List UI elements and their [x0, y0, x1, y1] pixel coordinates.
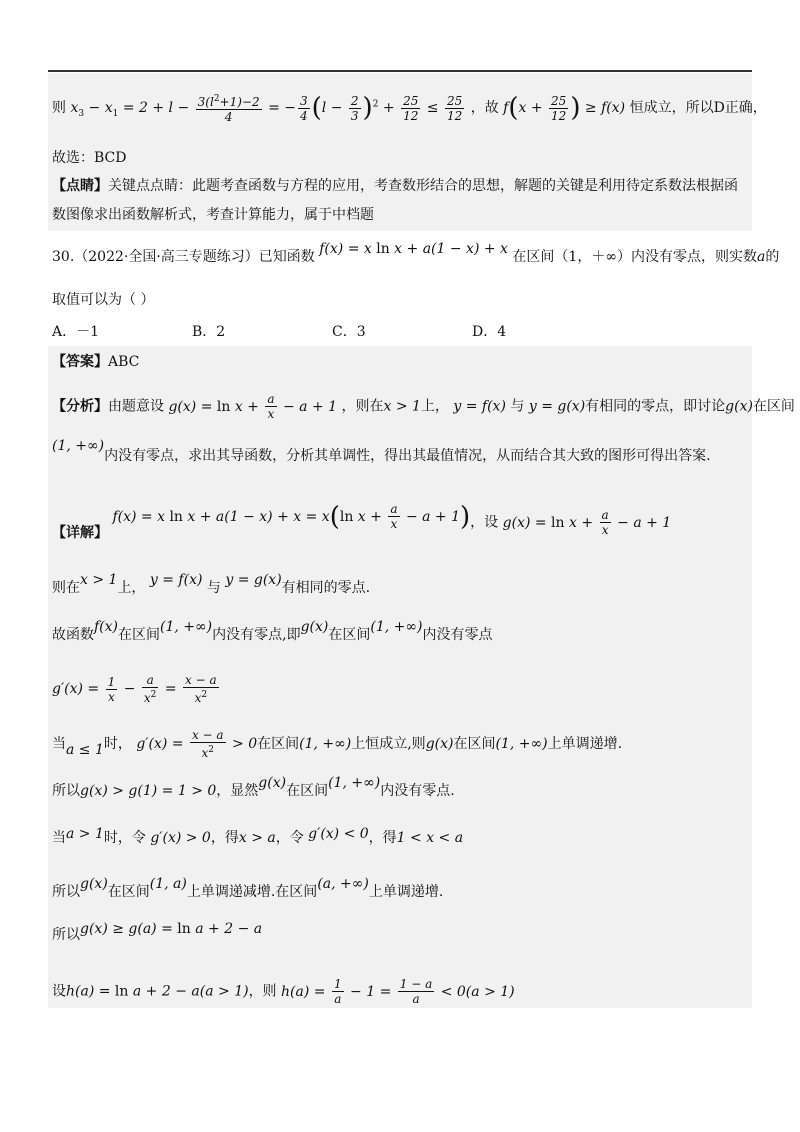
- detail-line-1: 【详解】 f(x) = x ln x + a(1 − x) + x = x(ln x + $\frac{a}{x}$ − a + 1)，设 g(x) = ln x + $\frac{a}{x}$ − a + 1: [52, 501, 672, 541]
- detail-line-6: 所以g(x) > g(1) = 1 > 0，显然g(x)在区间(1, +∞)内没有零点.: [52, 775, 455, 799]
- prev-review-line-1: 【点睛】关键点点睛：此题考查函数与方程的应用，考查数形结合的思想，解题的关键是利用待定系数法根据函: [52, 178, 738, 194]
- detail-line-8: 所以g(x)在区间(1, a)上单调递减增.在区间(a, +∞)上单调递增.: [52, 876, 444, 900]
- question-30-stem: 30.（2022·全国·高三专题练习）已知函数 f(x) = x ln x + a(1 − x) + x 在区间（1，＋∞）内没有零点，则实数a的: [52, 241, 780, 265]
- detail-line-4: g′(x) = $\frac{1}{x}$ − $\frac{a}{x^2}$ = $\frac{x - a}{x^2}$: [52, 673, 217, 705]
- detail-line-10: 设h(a) = ln a + 2 − a(a > 1)，则 h(a) = $\frac{1}{a}$ − 1 = $\frac{1 - a}{a}$ < 0(a > 1): [52, 977, 515, 1006]
- prev-line-1: 则 $x_3 - x_1 = 2 + l$ − $\frac{3(l^2+1)-2}{4}$ = − $\frac{3}{4}$ (l − $\frac{2}{3}$ )$^2$ + $\frac{25}{12}$ ≤ $\frac{25}{12}$ ，故 f(x + $\frac{25}{12}$ ) ≥ f(x) 恒成立，所以D正确，: [52, 93, 767, 124]
- option-c: C．3: [332, 324, 366, 340]
- prev-choice: 故选：BCD: [52, 150, 127, 166]
- question-30-stem-line2: 取值可以为（ ）: [52, 292, 155, 308]
- option-d: D．4: [472, 324, 507, 340]
- detail-line-2: 则在x > 1上， y = f(x) 与 y = g(x)有相同的零点.: [52, 572, 371, 596]
- prev-review-line-2: 数图像求出函数解析式，考查计算能力，属于中档题: [52, 207, 374, 223]
- analysis-line-2: (1, +∞)内没有零点，求出其导函数，分析其单调性，得出其最值情况，从而结合其大致的图形可得出答案.: [52, 438, 711, 464]
- option-b: B．2: [192, 324, 226, 340]
- option-a: A．－1: [52, 324, 100, 340]
- detail-line-3: 故函数f(x)在区间(1, +∞)内没有零点,即g(x)在区间(1, +∞)内没有零点: [52, 619, 493, 643]
- detail-line-9: 所以g(x) ≥ g(a) = ln a + 2 − a: [52, 921, 263, 943]
- detail-line-5: 当a ≤ 1时， g′(x) = $\frac{x - a}{x^2}$ > 0在区间(1, +∞)上恒成立,则g(x)在区间(1, +∞)上单调递增.: [52, 728, 623, 760]
- header-rule: [48, 70, 752, 72]
- detail-line-7: 当a > 1时，令 g′(x) > 0，得x > a，令 g′(x) < 0，得1 < x < a: [52, 826, 464, 846]
- analysis-line-1: 【分析】由题意设 g(x) = ln x + $\frac{a}{x}$ − a + 1 ，则在x > 1上， y = f(x) 与 y = g(x)有相同的零点，即讨论g(x)在区间: [52, 392, 795, 421]
- answer-line: 【答案】ABC: [52, 354, 140, 370]
- question-30-options: [52, 322, 612, 342]
